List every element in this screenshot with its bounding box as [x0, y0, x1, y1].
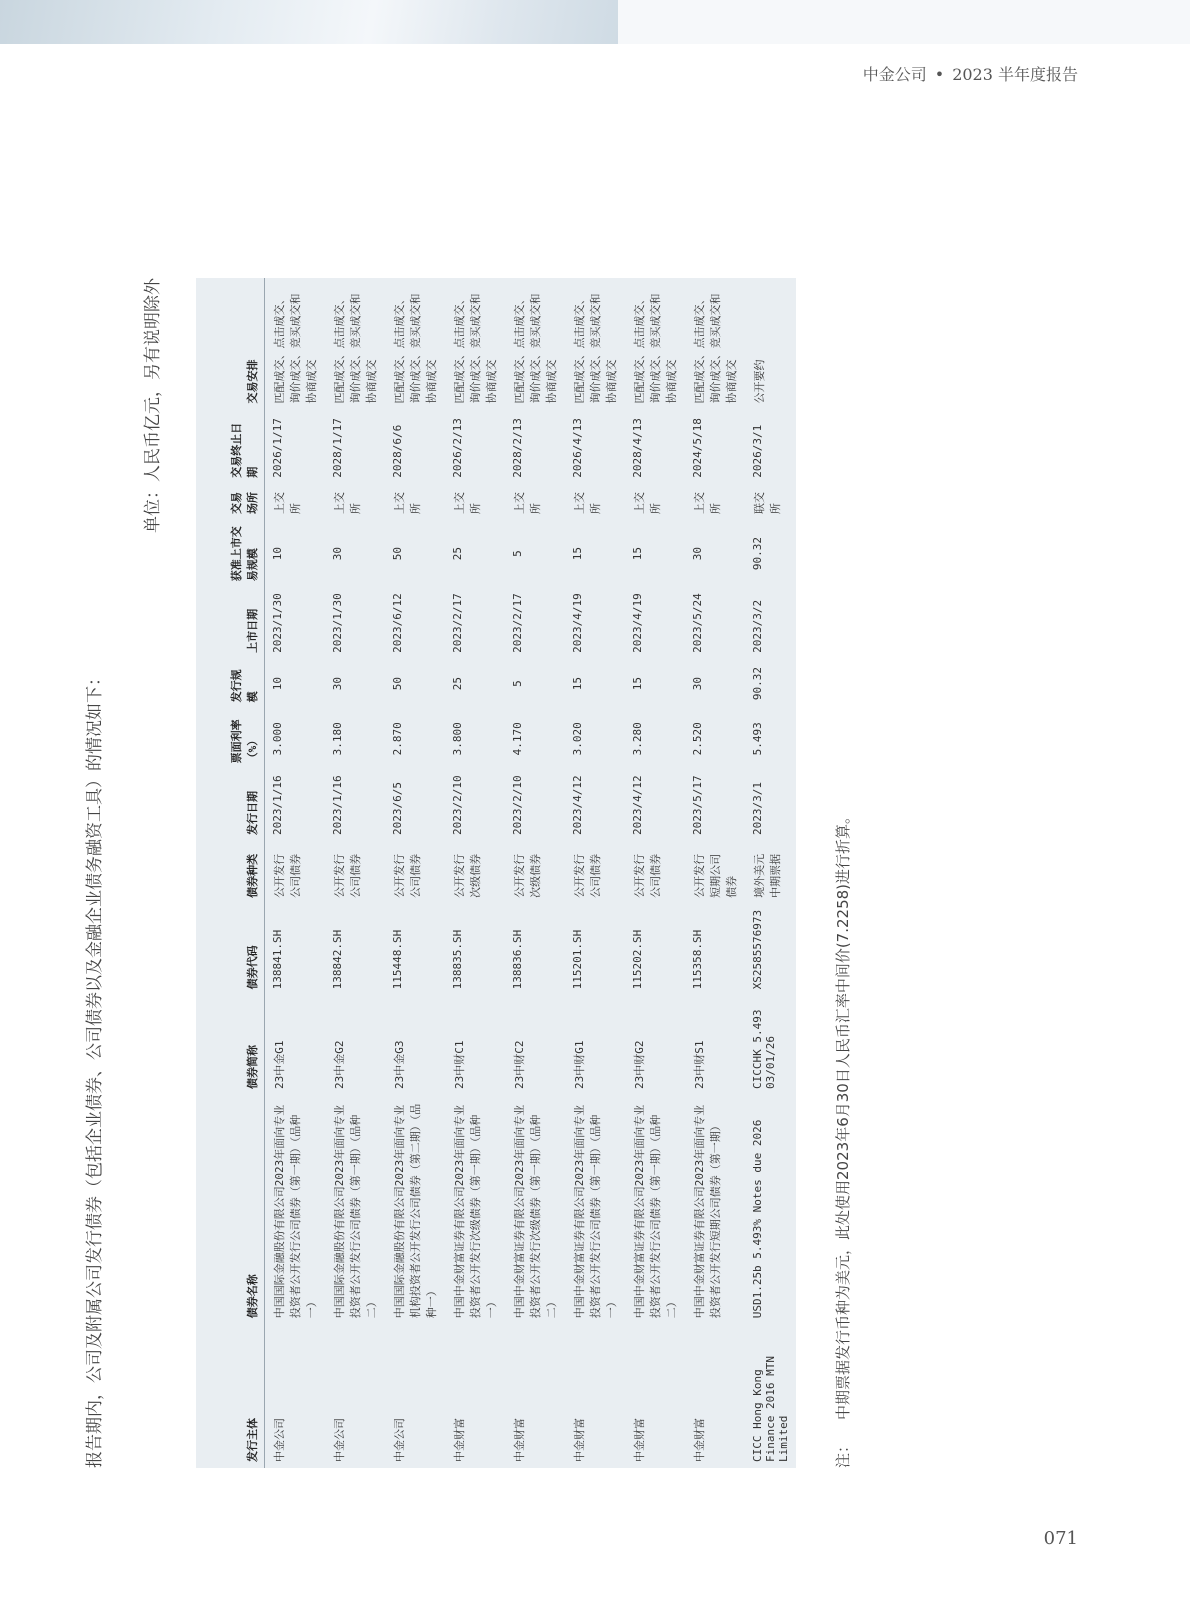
- cell-listed-size: 15: [571, 546, 584, 561]
- cell-type: 公开发行公司债券: [273, 853, 302, 898]
- cell-name: 中国中金财富证券有限公司2023年面向专业投资者公开发行公司债券（第一期）（品种一）: [573, 1104, 618, 1319]
- column-header: 发行日期: [196, 769, 265, 841]
- cell-end-date: 2028/6/6: [391, 424, 404, 478]
- bond-table-panel: [196, 278, 796, 1468]
- report-title: 2023 半年度报告: [952, 65, 1078, 84]
- cell-code: 115358.SH: [691, 929, 704, 990]
- cell-list-date: 2023/4/19: [631, 593, 644, 653]
- bond-table: [196, 278, 803, 1468]
- table-row: [505, 278, 565, 1468]
- footnote-text: 中期票据发行币种为美元，此处使用2023年6月30日人民币汇率中间价(7.2258)进行折算。: [834, 808, 852, 1420]
- cell-size: 50: [391, 676, 404, 691]
- column-header: 发行规模: [196, 659, 265, 709]
- column-header: 上市日期: [196, 587, 265, 659]
- cell-arrangement: 匹配成交、点击成交、询价成交、竞买成交和协商成交: [393, 293, 438, 404]
- cell-issue-date: 2023/4/12: [571, 775, 584, 835]
- cell-type: 公开发行公司债券: [633, 853, 662, 898]
- cell-name: 中国国际金融股份有限公司2023年面向专业机构投资者公开发行公司债券（第二期）（品种一）: [393, 1103, 438, 1319]
- intro-text: 报告期内，公司及附属公司发行债券（包括企业债券、公司债券以及金融企业债务融资工具）的情况如下：: [85, 669, 105, 1468]
- column-header: 发行主体: [196, 1324, 265, 1468]
- cell-issue-date: 2023/3/1: [751, 781, 764, 835]
- cell-rate: 3.800: [451, 722, 464, 756]
- cell-name: 中国国际金融股份有限公司2023年面向专业投资者公开发行公司债券（第一期）（品种一）: [273, 1104, 318, 1319]
- cell-issuer: 中金公司: [333, 1418, 346, 1462]
- cell-venue: 上交所: [573, 492, 602, 514]
- column-header: 交易终止日期: [196, 410, 265, 484]
- cell-arrangement: 公开要约: [753, 359, 766, 404]
- cell-code: 115202.SH: [631, 929, 644, 990]
- cell-type: 公开发行公司债券: [393, 853, 422, 898]
- cell-name: 中国中金财富证券有限公司2023年面向专业投资者公开发行短期公司债券（第一期）: [693, 1104, 722, 1319]
- cell-size: 5: [511, 680, 524, 687]
- cell-short: 23中财C2: [513, 1040, 526, 1089]
- cell-listed-size: 30: [331, 546, 344, 561]
- cell-list-date: 2023/4/19: [571, 593, 584, 653]
- cell-venue: 上交所: [273, 492, 302, 514]
- cell-venue: 上交所: [333, 492, 362, 514]
- cell-end-date: 2026/3/1: [751, 424, 764, 478]
- cell-short: 23中财G2: [633, 1040, 646, 1089]
- cell-arrangement: 匹配成交、点击成交、询价成交、竞买成交和协商成交: [513, 293, 558, 404]
- cell-arrangement: 匹配成交、点击成交、询价成交、竞买成交和协商成交: [633, 293, 678, 404]
- company-name: 中金公司: [862, 65, 927, 84]
- cell-listed-size: 25: [451, 546, 464, 561]
- cell-listed-size: 90.32: [751, 537, 764, 571]
- cell-list-date: 2023/2/17: [451, 593, 464, 653]
- cell-listed-size: 5: [511, 550, 524, 557]
- cell-issue-date: 2023/2/10: [451, 775, 464, 835]
- table-row: [745, 278, 803, 1468]
- cell-end-date: 2026/1/17: [271, 418, 284, 478]
- cell-end-date: 2026/2/13: [451, 418, 464, 478]
- cell-rate: 3.180: [331, 722, 344, 756]
- cell-type: 公开发行公司债券: [573, 853, 602, 898]
- cell-issuer: 中金财富: [693, 1418, 706, 1462]
- cell-name: 中国国际金融股份有限公司2023年面向专业投资者公开发行公司债券（第一期）（品种二）: [333, 1104, 378, 1319]
- cell-list-date: 2023/2/17: [511, 593, 524, 653]
- cell-listed-size: 30: [691, 546, 704, 561]
- column-header: 债券代码: [196, 904, 265, 995]
- column-header: 债券种类: [196, 841, 265, 904]
- cell-end-date: 2028/4/13: [631, 418, 644, 478]
- footnote-label: 注：: [834, 1437, 852, 1468]
- cell-code: 138842.SH: [331, 929, 344, 990]
- table-row: [625, 278, 685, 1468]
- cell-list-date: 2023/1/30: [331, 593, 344, 653]
- cell-issuer: 中金财富: [453, 1418, 466, 1462]
- cell-name: 中国中金财富证券有限公司2023年面向专业投资者公开发行次级债券（第一期）（品种一）: [453, 1104, 498, 1319]
- column-header: 票面利率（%）: [196, 708, 265, 769]
- cell-code: 138836.SH: [511, 929, 524, 990]
- cell-size: 30: [691, 676, 704, 691]
- cell-arrangement: 匹配成交、点击成交、询价成交、竞买成交和协商成交: [273, 293, 318, 404]
- cell-rate: 3.020: [571, 722, 584, 756]
- cell-venue: 上交所: [513, 492, 542, 514]
- cell-short: 23中金G3: [393, 1040, 406, 1089]
- cell-list-date: 2023/5/24: [691, 593, 704, 653]
- cell-venue: 上交所: [453, 492, 482, 514]
- cell-size: 15: [571, 676, 584, 691]
- cell-end-date: 2028/2/13: [511, 418, 524, 478]
- cell-arrangement: 匹配成交、点击成交、询价成交、竞买成交和协商成交: [453, 293, 498, 404]
- cell-name: 中国中金财富证券有限公司2023年面向专业投资者公开发行公司债券（第一期）（品种二）: [633, 1104, 678, 1319]
- cell-issuer: 中金财富: [573, 1418, 586, 1462]
- cell-short: 23中财C1: [453, 1040, 466, 1089]
- cell-listed-size: 10: [271, 546, 284, 561]
- cell-issue-date: 2023/5/17: [691, 775, 704, 835]
- cell-rate: 5.493: [751, 722, 764, 756]
- table-body: [265, 278, 804, 1468]
- cell-end-date: 2024/5/18: [691, 418, 704, 478]
- cell-issue-date: 2023/1/16: [271, 775, 284, 835]
- cell-short: 23中财S1: [693, 1040, 706, 1089]
- cell-issue-date: 2023/6/5: [391, 781, 404, 835]
- cell-list-date: 2023/3/2: [751, 599, 764, 653]
- cell-listed-size: 15: [631, 546, 644, 561]
- cell-type: 境外美元中期票据: [753, 853, 782, 898]
- cell-issuer: CICC Hong Kong Finance 2016 MTN Limited: [751, 1356, 790, 1462]
- header-banner: [0, 0, 618, 44]
- cell-code: 115448.SH: [391, 929, 404, 990]
- cell-issue-date: 2023/4/12: [631, 775, 644, 835]
- unit-text: 单位：人民币亿元，另有说明除外: [143, 278, 163, 533]
- cell-short: CICCHK 5.493 03/01/26: [751, 1009, 777, 1089]
- cell-issuer: 中金财富: [513, 1418, 526, 1462]
- column-header: 获准上市交易规模: [196, 520, 265, 587]
- table-row: [265, 278, 326, 1468]
- cell-end-date: 2026/4/13: [571, 418, 584, 478]
- table-header-row: [196, 278, 265, 1468]
- cell-size: 15: [631, 676, 644, 691]
- table-row: [385, 278, 445, 1468]
- cell-code: 138841.SH: [271, 929, 284, 990]
- cell-type: 公开发行次级债券: [513, 853, 542, 898]
- cell-venue: 上交所: [633, 492, 662, 514]
- column-header: 债券简称: [196, 995, 265, 1095]
- cell-rate: 3.280: [631, 722, 644, 756]
- table-row: [445, 278, 505, 1468]
- cell-arrangement: 匹配成交、点击成交、询价成交、竞买成交和协商成交: [333, 293, 378, 404]
- cell-rate: 2.870: [391, 722, 404, 756]
- column-header: 交易安排: [196, 278, 265, 410]
- cell-end-date: 2028/1/17: [331, 418, 344, 478]
- cell-rate: 3.000: [271, 722, 284, 756]
- separator-dot: •: [934, 65, 945, 84]
- cell-type: 公开发行短期公司债券: [693, 853, 738, 898]
- table-row: [565, 278, 625, 1468]
- cell-short: 23中财G1: [573, 1040, 586, 1089]
- cell-arrangement: 匹配成交、点击成交、询价成交、竞买成交和协商成交: [573, 293, 618, 404]
- header-banner-tail: [618, 0, 1190, 44]
- cell-listed-size: 50: [391, 546, 404, 561]
- cell-issuer: 中金公司: [273, 1418, 286, 1462]
- cell-code: XS2585576973: [751, 909, 764, 990]
- cell-code: 115201.SH: [571, 929, 584, 990]
- running-header: [863, 62, 1078, 85]
- cell-short: 23中金G1: [273, 1040, 286, 1089]
- cell-venue: 联交所: [753, 492, 782, 514]
- rotated-content: [80, 278, 1080, 1468]
- cell-venue: 上交所: [393, 492, 422, 514]
- cell-issue-date: 2023/2/10: [511, 775, 524, 835]
- cell-issue-date: 2023/1/16: [331, 775, 344, 835]
- cell-size: 90.32: [751, 667, 764, 701]
- cell-size: 30: [331, 676, 344, 691]
- footnote: [832, 791, 853, 1468]
- page-number: 071: [1043, 1528, 1078, 1549]
- table-row: [685, 278, 745, 1468]
- cell-list-date: 2023/6/12: [391, 593, 404, 653]
- cell-issuer: 中金财富: [633, 1418, 646, 1462]
- cell-size: 25: [451, 676, 464, 691]
- column-header: 债券名称: [196, 1095, 265, 1324]
- cell-type: 公开发行次级债券: [453, 853, 482, 898]
- table-row: [325, 278, 385, 1468]
- cell-name: 中国中金财富证券有限公司2023年面向专业投资者公开发行次级债券（第一期）（品种二）: [513, 1104, 558, 1319]
- column-header: 交易场所: [196, 484, 265, 520]
- cell-issuer: 中金公司: [393, 1418, 406, 1462]
- cell-code: 138835.SH: [451, 929, 464, 990]
- cell-rate: 2.520: [691, 722, 704, 756]
- cell-arrangement: 匹配成交、点击成交、询价成交、竞买成交和协商成交: [693, 293, 738, 404]
- cell-rate: 4.170: [511, 722, 524, 756]
- cell-venue: 上交所: [693, 492, 722, 514]
- cell-list-date: 2023/1/30: [271, 593, 284, 653]
- cell-size: 10: [271, 676, 284, 691]
- cell-name: USD1.25b 5.493% Notes due 2026: [751, 1119, 764, 1319]
- cell-short: 23中金G2: [333, 1040, 346, 1089]
- cell-type: 公开发行公司债券: [333, 853, 362, 898]
